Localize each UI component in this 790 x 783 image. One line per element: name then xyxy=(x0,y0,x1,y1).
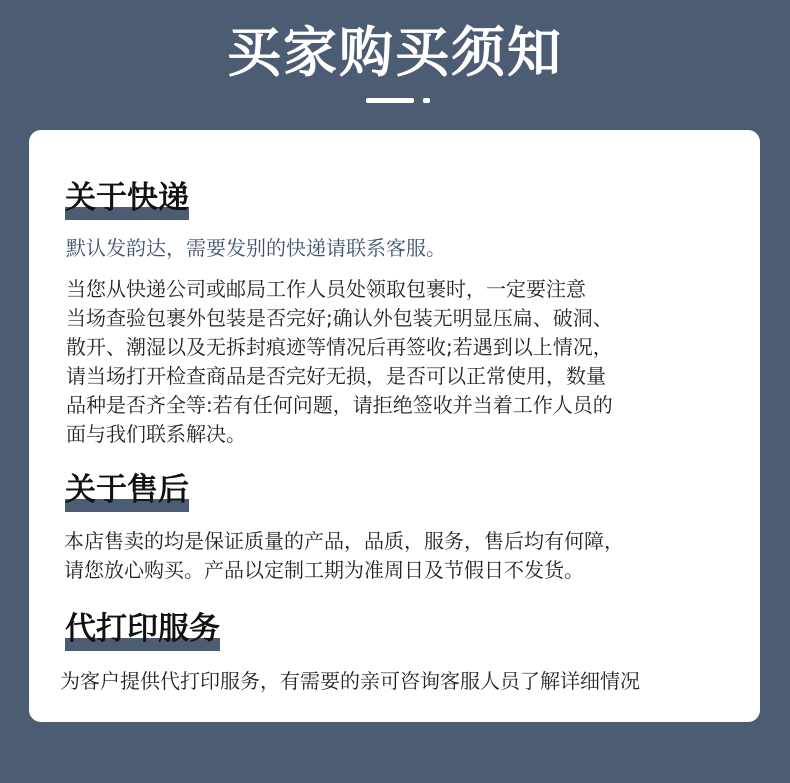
page-title: 买家购买须知 xyxy=(227,21,563,84)
after-sales-paragraph-line: 请您放心购买。产品以定制工期为准周日及节假日不发货。 xyxy=(64,558,584,582)
section-heading-express-label: 关于快递 xyxy=(65,180,189,216)
after-sales-paragraph-line: 本店售卖的均是保证质量的产品，品质，服务，售后均有何障， xyxy=(64,529,624,553)
title-underline-bar xyxy=(366,98,414,103)
default-courier-note: 默认发韵达，需要发别的快递请联系客服。 xyxy=(66,236,446,260)
express-paragraph-line: 当您从快递公司或邮局工作人员处领取包裹时，一定要注意 xyxy=(66,277,586,301)
notice-card xyxy=(29,130,760,722)
express-paragraph-line: 散开、潮湿以及无拆封痕迹等情况后再签收;若遇到以上情况， xyxy=(66,335,613,359)
section-heading-print-service xyxy=(65,609,220,649)
section-heading-print-service-label: 代打印服务 xyxy=(65,611,220,647)
section-heading-after-sales xyxy=(65,470,189,510)
section-heading-after-sales-label: 关于售后 xyxy=(65,472,189,508)
express-paragraph-line: 当场查验包裹外包装是否完好;确认外包装无明显压扁、破洞、 xyxy=(66,306,613,330)
title-underline-dot xyxy=(423,98,430,103)
express-paragraph-line: 请当场打开检查商品是否完好无损，是否可以正常使用，数量 xyxy=(66,364,606,388)
express-paragraph-line: 品种是否齐全等:若有任何问题，请拒绝签收并当着工作人员的 xyxy=(66,393,613,417)
express-paragraph-line: 面与我们联系解决。 xyxy=(66,422,246,446)
print-service-paragraph-line: 为客户提供代打印服务，有需要的亲可咨询客服人员了解详细情况 xyxy=(60,669,640,693)
section-heading-express xyxy=(65,178,189,218)
